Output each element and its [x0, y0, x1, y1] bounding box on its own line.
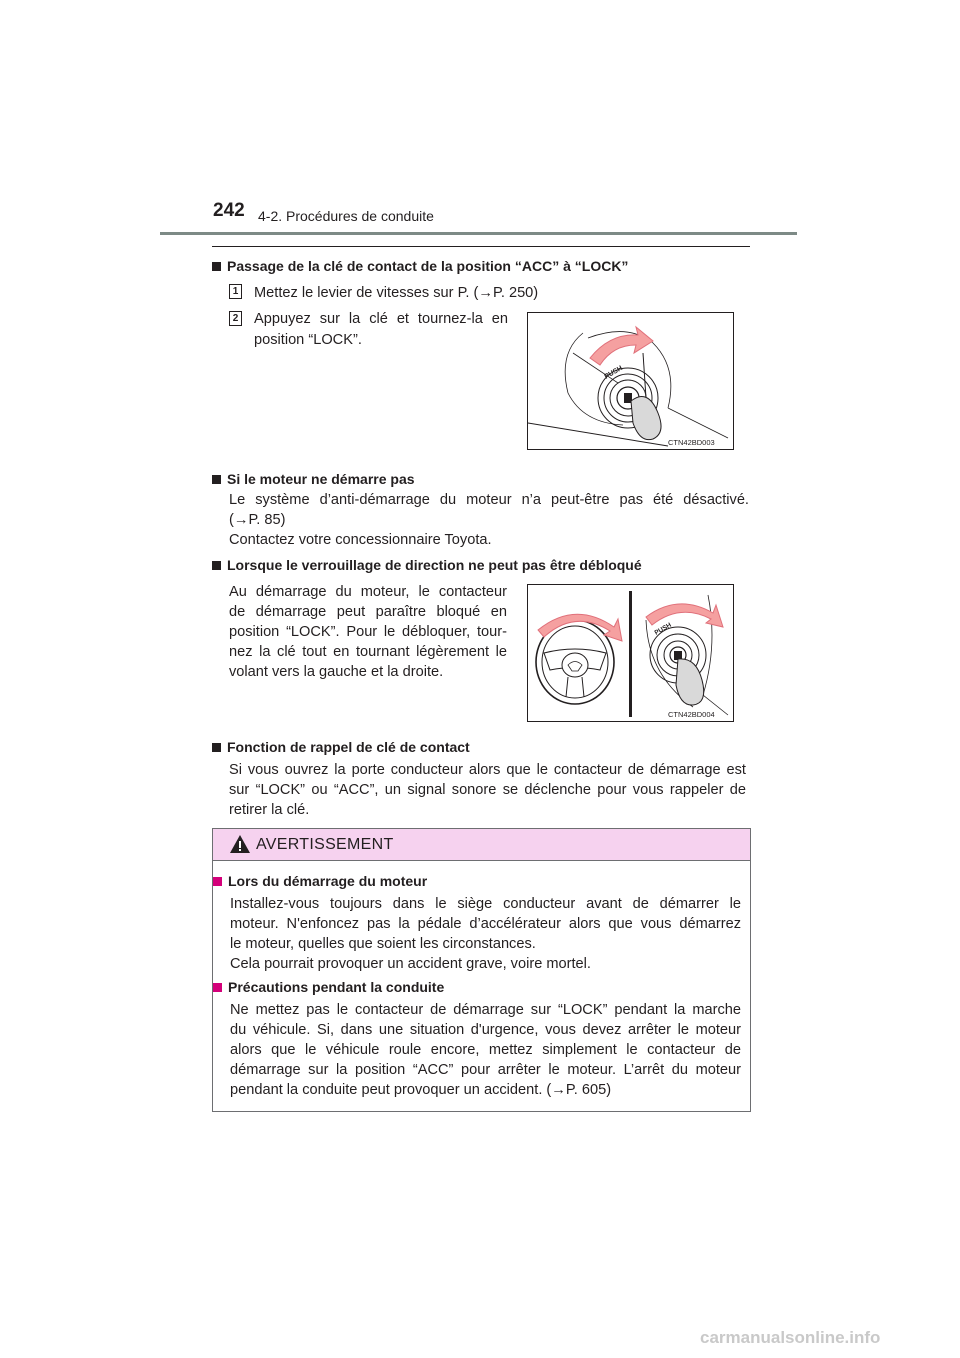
- steering-rotate-arrow-icon: [538, 614, 622, 641]
- warning-1-line-3: le moteur, quelles que soient les circonstances.: [230, 936, 536, 952]
- bullet-square-icon: [213, 877, 222, 886]
- section-heading-steering-lock: [212, 557, 642, 573]
- figure-steering-wheel-key: [527, 584, 734, 722]
- section-2-line-3: Contactez votre concessionnaire Toyota.: [229, 532, 492, 548]
- warning-triangle-icon: [229, 834, 251, 854]
- warning-2-line-1: Ne mettez pas le contacteur de démarrage sur “LOCK” pendant la marche: [230, 1002, 741, 1018]
- section-4-line-3: retirer la clé.: [229, 802, 310, 818]
- section-2-line-1: Le système d’anti-démarrage du moteur n’a peut-être pas été désactivé.: [229, 492, 749, 508]
- content-divider: [212, 246, 750, 247]
- header-divider: [160, 232, 797, 235]
- warning-1-line-1: Installez-vous toujours dans le siège conducteur avant de démarrer le: [230, 896, 741, 912]
- section-heading-engine-no-start: [212, 471, 415, 487]
- section-4-line-1: Si vous ouvrez la porte conducteur alors que le contacteur de démarrage est: [229, 762, 746, 778]
- warning-title: AVERTISSEMENT: [256, 836, 394, 853]
- warning-item-heading-text: Lors du démarrage du moteur: [228, 873, 428, 889]
- bullet-square-icon: [212, 262, 221, 271]
- figure-code: CTN42BD004: [668, 710, 715, 719]
- warning-2-line-5: pendant la conduite peut provoquer un accident. (→P. 605): [230, 1082, 612, 1098]
- section-4-line-2: sur “LOCK” ou “ACC”, un signal sonore se déclenche pour vous rappeler de: [229, 782, 746, 798]
- section-heading-acc-to-lock: [212, 258, 628, 274]
- section-heading-text: Si le moteur ne démarre pas: [227, 471, 415, 487]
- page-number: 242: [213, 200, 245, 221]
- chapter-title: 4-2. Procédures de conduite: [258, 208, 434, 224]
- warning-1-line-2: moteur. N'enfoncez pas la pédale d’accélérateur alors que vous démarrez: [230, 916, 741, 932]
- section-3-line-3: position “LOCK”. Pour le débloquer, tour-: [229, 624, 507, 640]
- step-2-line-1: Appuyez sur la clé et tournez-la en: [254, 311, 508, 327]
- warning-item-heading-text: Précautions pendant la conduite: [228, 979, 445, 995]
- warning-item-heading-1: [213, 873, 427, 889]
- key-rotate-arrow-icon: [646, 604, 723, 627]
- warning-header: [213, 829, 750, 861]
- section-3-line-1: Au démarrage du moteur, le contacteur: [229, 584, 507, 600]
- warning-2-line-2: du véhicule. Si, dans une situation d'urgence, vous devez arrêter le moteur: [230, 1022, 741, 1038]
- warning-2-line-3: alors que le véhicule roule encore, mettez simplement le contacteur de: [230, 1042, 741, 1058]
- figure-code: CTN42BD003: [668, 438, 715, 447]
- section-3-line-5: volant vers la gauche et la droite.: [229, 664, 444, 680]
- warning-1-line-4: Cela pourrait provoquer un accident grave, voire mortel.: [230, 956, 591, 972]
- warning-item-heading-2: [213, 979, 444, 995]
- steering-wheel-illustration: [528, 585, 733, 721]
- push-label: PUSH: [603, 364, 624, 381]
- section-heading-key-reminder: [212, 739, 470, 755]
- watermark: carmanualsonline.info: [700, 1328, 881, 1347]
- warning-box: [212, 828, 751, 1112]
- step-number-2: 2: [229, 311, 242, 326]
- figure-ignition-key-lock: [527, 312, 734, 450]
- bullet-square-icon: [212, 743, 221, 752]
- bullet-square-icon: [212, 475, 221, 484]
- section-3-line-4: nez la clé tout en tournant légèrement le: [229, 644, 507, 660]
- ignition-key-illustration: [528, 313, 733, 449]
- section-heading-text: Passage de la clé de contact de la position “ACC” à “LOCK”: [227, 258, 629, 274]
- section-heading-text: Lorsque le verrouillage de direction ne peut pas être débloqué: [227, 557, 642, 573]
- push-label: PUSH: [653, 621, 673, 637]
- step-2-line-2: position “LOCK”.: [254, 332, 362, 348]
- section-3-line-2: de démarrage peut paraître bloqué en: [229, 604, 507, 620]
- step-1-text: Mettez le levier de vitesses sur P. (→P. 250): [254, 285, 539, 301]
- bullet-square-icon: [212, 561, 221, 570]
- bullet-square-icon: [213, 983, 222, 992]
- warning-2-line-4: démarrage sur la position “ACC” pour arrêter le moteur. L’arrêt du moteur: [230, 1062, 741, 1078]
- step-number-1: 1: [229, 284, 242, 299]
- section-2-line-2: (→P. 85): [229, 512, 286, 528]
- section-heading-text: Fonction de rappel de clé de contact: [227, 739, 470, 755]
